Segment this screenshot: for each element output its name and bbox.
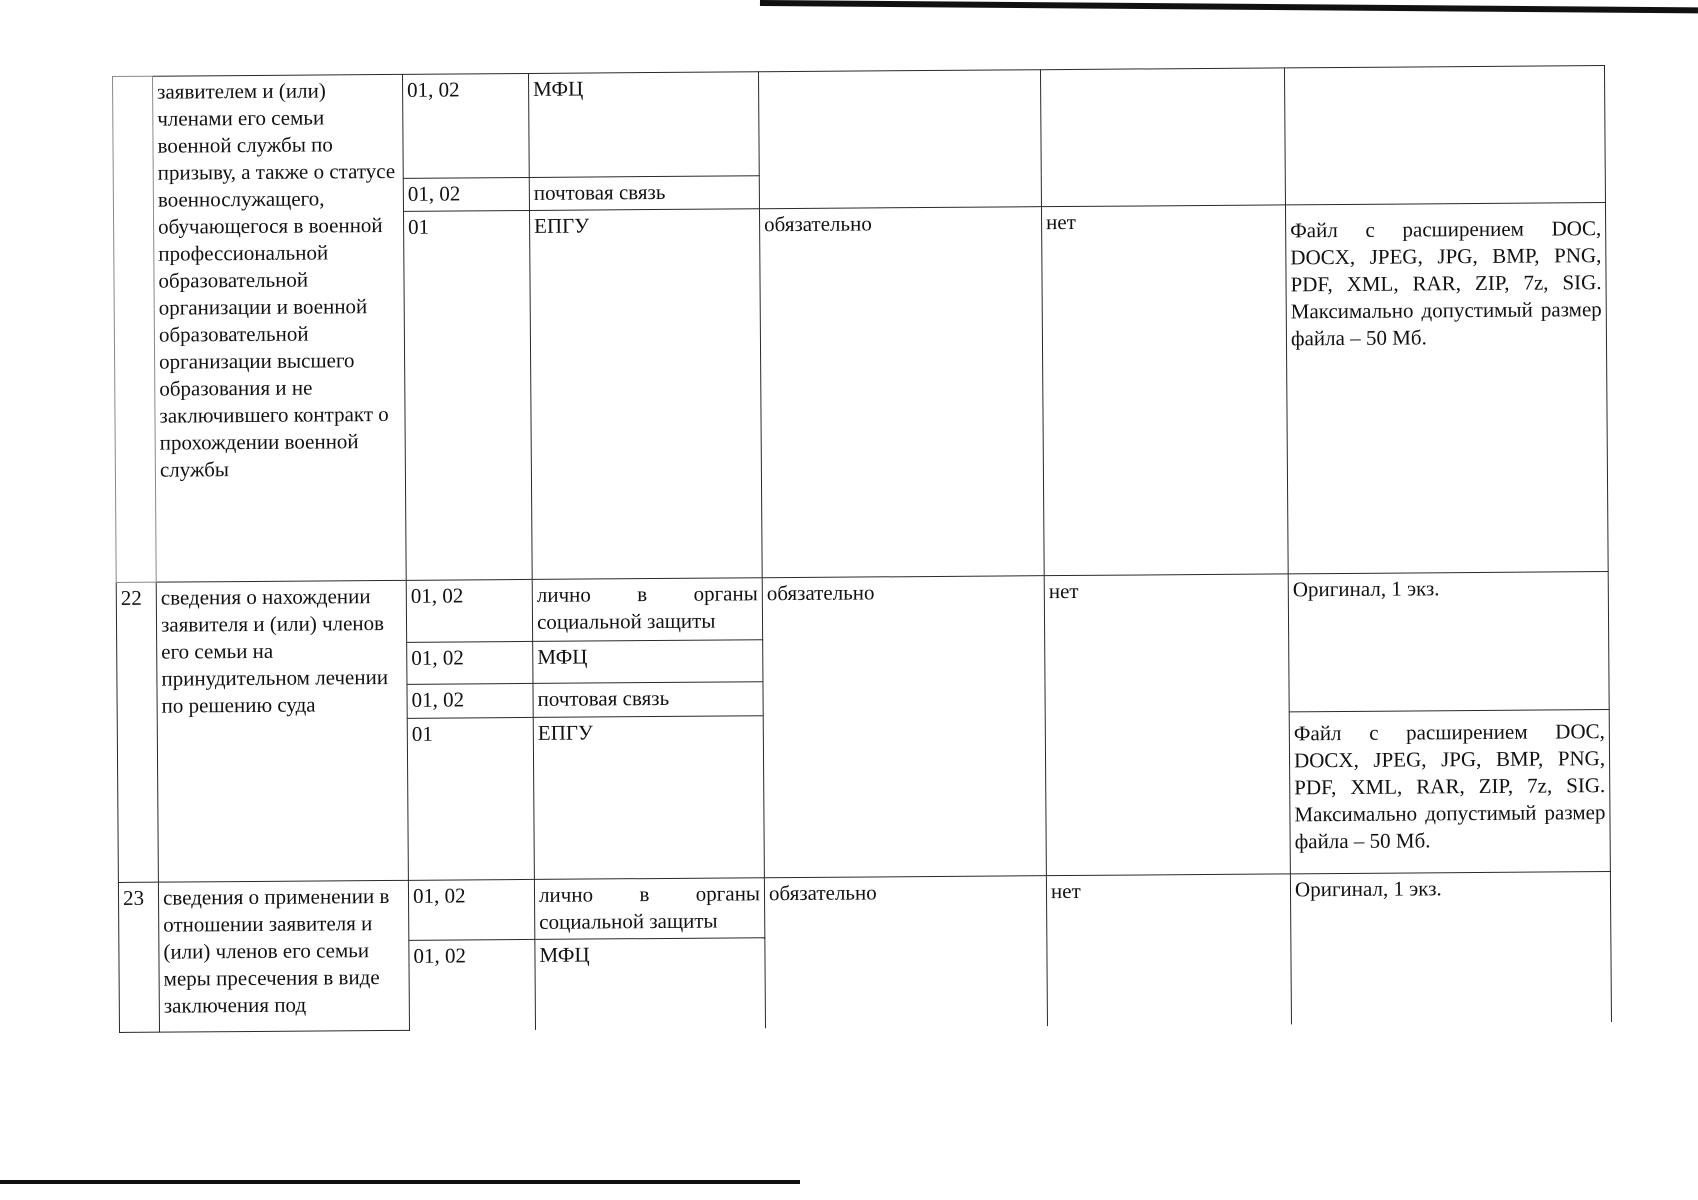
channel-cell: ЕПГУ xyxy=(529,209,762,580)
mandatory-cell-empty xyxy=(758,70,1041,209)
code-cell: 01, 02 xyxy=(407,641,533,684)
document-table-wrapper xyxy=(112,65,1611,1056)
row-number-cell: 22 xyxy=(116,582,158,882)
code-cell: 01, 02 xyxy=(407,683,533,718)
flag-cell: нет xyxy=(1044,574,1290,876)
channel-cell: почтовая связь xyxy=(533,682,763,718)
channel-cell xyxy=(532,578,762,642)
channel-cell: МФЦ xyxy=(535,938,766,1030)
flag-cell: нет xyxy=(1041,205,1288,576)
channel-cell: почтовая связь xyxy=(529,176,759,211)
row-number-cell xyxy=(113,76,157,582)
scan-edge-bottom xyxy=(0,1180,800,1184)
table-row xyxy=(118,872,1610,943)
flag-cell-empty xyxy=(1040,68,1285,207)
channel-line-2: социальной защиты xyxy=(536,608,716,634)
file-format-cell: Файл с расширением DOC, DOCX, JPEG, JPG, BMP, PNG, PDF, XML, RAR, ZIP, 7z, SIG. Максимально допустимый размер файла – 50 Мб. xyxy=(1285,203,1608,574)
document-description: заявителем и (или) членами его семьи военной службы по призыву, а также о статусе военнослужащего, обучающегося в военной профессиональной образовательной организации и военной образовательной организации высшего образования и не заключившего контракт о прохождении военной службы xyxy=(153,74,407,582)
channel-line-2: социальной защиты xyxy=(539,908,718,934)
channel-line-1: лично в органы xyxy=(536,581,758,607)
channel-cell: ЕПГУ xyxy=(533,716,764,880)
mandatory-cell: обязательно xyxy=(762,576,1046,878)
original-copies-cell: Оригинал, 1 экз. xyxy=(1288,572,1609,712)
row-number-cell: 23 xyxy=(118,882,159,1032)
documents-table xyxy=(112,65,1612,1033)
code-cell: 01, 02 xyxy=(403,177,529,211)
original-copies-cell: Оригинал, 1 экз. xyxy=(1290,872,1611,1024)
channel-cell xyxy=(534,878,764,940)
table-row xyxy=(113,66,1606,181)
document-description: сведения о применении в отношении заявителя и (или) членов его семьи меры пресечения в виде заключения под xyxy=(158,880,409,1032)
code-cell: 01 xyxy=(407,717,534,880)
scan-edge-top xyxy=(760,0,1698,13)
code-cell: 01, 02 xyxy=(409,939,536,1030)
table-row xyxy=(116,572,1608,645)
file-format-cell: Файл с расширением DOC, DOCX, JPEG, JPG, BMP, PNG, PDF, XML, RAR, ZIP, 7z, SIG. Максимально допустимый размер файла – 50 Мб. xyxy=(1289,710,1610,874)
code-cell: 01, 02 xyxy=(402,73,529,178)
flag-cell: нет xyxy=(1046,874,1291,1026)
code-cell: 01, 02 xyxy=(406,579,532,642)
document-description: сведения о нахождении заявителя и (или) членов его семьи на принудительном лечении по решению суда xyxy=(156,580,408,882)
channel-cell: МФЦ xyxy=(528,72,759,178)
code-cell: 01 xyxy=(404,210,533,580)
mandatory-cell: обязательно xyxy=(764,876,1047,1028)
format-cell-empty xyxy=(1284,66,1605,205)
code-cell: 01, 02 xyxy=(408,879,534,940)
mandatory-cell: обязательно xyxy=(759,207,1044,578)
channel-cell: МФЦ xyxy=(533,640,763,684)
channel-line-1: лично в органы xyxy=(538,881,761,907)
